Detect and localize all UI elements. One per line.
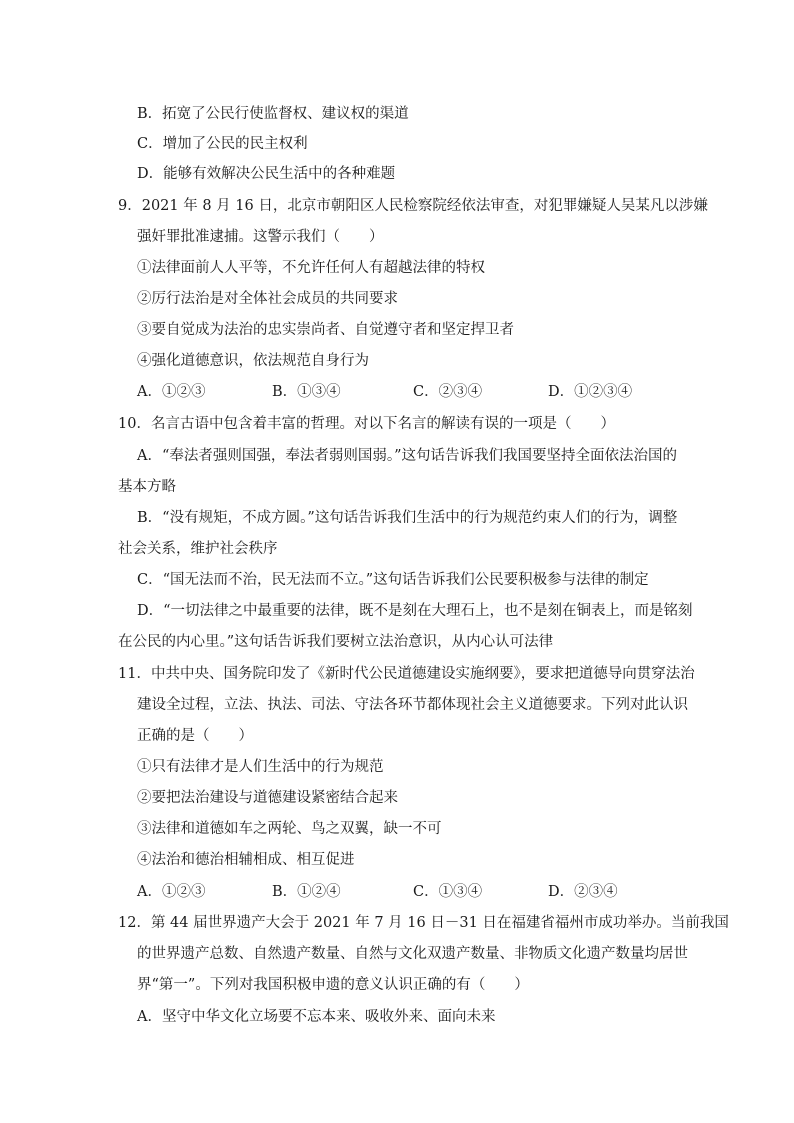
q9-stem-line1: 9．2021 年 8 月 16 日，北京市朝阳区人民检察院经依法审查，对犯罪嫌疑人吴某凡以涉嫌 bbox=[118, 198, 708, 214]
q8-option-c: C．增加了公民的民主权利 bbox=[137, 136, 308, 152]
q9-choice-c: C．②③④ bbox=[413, 384, 483, 400]
q12-stem-line3: 界“第一”。下列对我国积极申遗的意义认识正确的有（ ） bbox=[137, 977, 529, 993]
q9-item-2: ②厉行法治是对全体社会成员的共同要求 bbox=[137, 291, 398, 307]
q11-stem-line2: 建设全过程，立法、执法、司法、守法各环节都体现社会主义道德要求。下列对此认识 bbox=[137, 697, 688, 713]
q11-item-2: ②要把法治建设与道德建设紧密结合起来 bbox=[137, 790, 398, 806]
q9-choice-d: D．①②③④ bbox=[548, 384, 633, 400]
q10-option-d-line2: 在公民的内心里。”这句话告诉我们要树立法治意识，从内心认可法律 bbox=[118, 634, 554, 650]
q10-option-b-line1: B．“没有规矩，不成方圆。”这句话告诉我们生活中的行为规范约束人们的行为，调整 bbox=[137, 510, 678, 526]
q9-item-3: ③要自觉成为法治的忠实崇尚者、自觉遵守者和坚定捍卫者 bbox=[137, 322, 514, 338]
q9-stem-line2: 强奸罪批准逮捕。这警示我们（ ） bbox=[137, 229, 384, 245]
q11-choice-d: D．②③④ bbox=[548, 884, 618, 900]
q11-stem-line1: 11．中共中央、国务院印发了《新时代公民道德建设实施纲要》，要求把道德导向贯穿法治 bbox=[118, 666, 695, 682]
q10-option-a-line1: A．“奉法者强则国强，奉法者弱则国弱。”这句话告诉我们我国要坚持全面依法治国的 bbox=[137, 448, 678, 464]
q11-choice-c: C．①③④ bbox=[413, 884, 483, 900]
q9-choice-b: B．①③④ bbox=[272, 384, 341, 400]
q8-option-d: D．能够有效解决公民生活中的各种难题 bbox=[137, 166, 396, 182]
q11-item-3: ③法律和道德如车之两轮、鸟之双翼，缺一不可 bbox=[137, 821, 442, 837]
q11-item-1: ①只有法律才是人们生活中的行为规范 bbox=[137, 759, 384, 775]
q10-option-a-line2: 基本方略 bbox=[118, 479, 176, 495]
q11-stem-line3: 正确的是（ ） bbox=[137, 728, 253, 744]
q10-option-d-line1: D．“一切法律之中最重要的法律，既不是刻在大理石上，也不是刻在铜表上，而是铭刻 bbox=[137, 603, 693, 619]
q9-item-4: ④强化道德意识，依法规范自身行为 bbox=[137, 353, 369, 369]
q12-stem-line2: 的世界遗产总数、自然遗产数量、自然与文化双遗产数量、非物质文化遗产数量均居世 bbox=[137, 946, 688, 962]
q8-option-b: B．拓宽了公民行使监督权、建议权的渠道 bbox=[137, 106, 409, 122]
q9-choice-a: A．①②③ bbox=[137, 384, 206, 400]
q10-option-c: C．“国无法而不治，民无法而不立。”这句话告诉我们公民要积极参与法律的制定 bbox=[137, 572, 649, 588]
q12-option-a: A．坚守中华文化立场要不忘本来、吸收外来、面向未来 bbox=[137, 1009, 496, 1025]
q11-choice-b: B．①②④ bbox=[272, 884, 341, 900]
q12-stem-line1: 12．第 44 届世界遗产大会于 2021 年 7 月 16 日－31 日在福建省福州市成功举办。当前我国 bbox=[118, 915, 729, 931]
q10-stem: 10．名言古语中包含着丰富的哲理。对以下名言的解读有误的一项是（ ） bbox=[118, 416, 615, 432]
q11-item-4: ④法治和德治相辅相成、相互促进 bbox=[137, 852, 355, 868]
q11-choice-a: A．①②③ bbox=[137, 884, 206, 900]
q10-option-b-line2: 社会关系，维护社会秩序 bbox=[118, 541, 278, 557]
q9-item-1: ①法律面前人人平等，不允许任何人有超越法律的特权 bbox=[137, 260, 485, 276]
